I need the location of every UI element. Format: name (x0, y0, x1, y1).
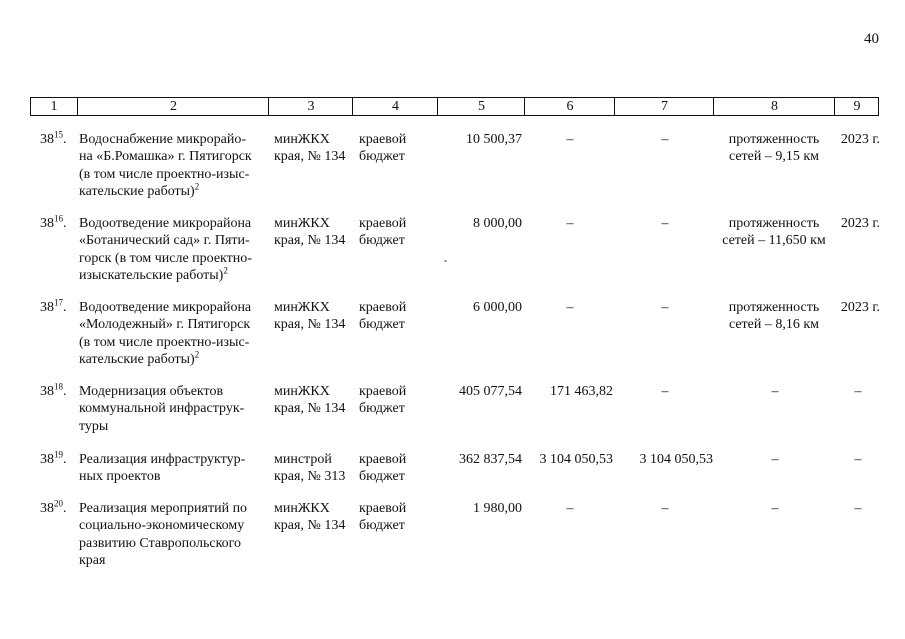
page-number: 40 (864, 31, 879, 47)
row-value-7: – (661, 384, 669, 399)
row-result: протяженность сетей – 9,15 км (728, 132, 820, 165)
row-responsible: минЖКХ края, № 134 (274, 384, 346, 417)
row-funding: краевой бюджет (359, 300, 407, 333)
row-number: $38^{19}$. (40, 449, 67, 467)
row-year: 2023 г. (840, 132, 880, 147)
row-year: 2023 г. (840, 300, 880, 315)
row-year: – (854, 452, 862, 467)
row-result: – (771, 452, 779, 467)
row-value-5: 6 000,00 (473, 300, 522, 315)
row-responsible: минЖКХ края, № 134 (274, 132, 346, 165)
row-value-7: – (661, 132, 669, 147)
column-header-5: 5 (437, 98, 525, 115)
row-name: Реализация инфраструктур- ных проектов (79, 452, 246, 485)
row-year: – (854, 384, 862, 399)
row-value-6: – (566, 300, 574, 315)
row-value-7: – (661, 300, 669, 315)
column-header-8: 8 (713, 98, 835, 115)
row-name: Водоотведение микрорайона «Молодежный» г. Пятигорск (в том числе проектно-изыс- кательские работы)$^2$ (79, 300, 252, 368)
row-value-5: 405 077,54 (459, 384, 522, 399)
row-funding: краевой бюджет (359, 384, 407, 417)
scan-speck (444, 260, 447, 262)
row-name: Водоотведение микрорайона «Ботанический сад» г. Пяти- горск (в том числе проектно- изыскательские работы)$^2$ (79, 216, 252, 284)
row-number: $38^{20}$. (40, 498, 67, 516)
row-value-5: 10 500,37 (466, 132, 522, 147)
row-value-7: – (661, 501, 669, 516)
row-value-6: – (566, 132, 574, 147)
row-value-7: – (661, 216, 669, 231)
row-result: протяженность сетей – 11,650 км (722, 216, 826, 249)
row-year: – (854, 501, 862, 516)
row-value-6: 171 463,82 (550, 384, 613, 399)
row-value-6: 3 104 050,53 (539, 452, 613, 467)
row-number: $38^{16}$. (40, 213, 67, 231)
column-header-row (30, 97, 879, 116)
row-funding: краевой бюджет (359, 132, 407, 165)
row-responsible: минЖКХ края, № 134 (274, 300, 346, 333)
column-header-6: 6 (524, 98, 615, 115)
row-value-7: 3 104 050,53 (639, 452, 713, 467)
row-number: $38^{18}$. (40, 381, 67, 399)
row-responsible: минЖКХ края, № 134 (274, 501, 346, 534)
row-name: Модернизация объектов коммунальной инфраструк- туры (79, 384, 245, 434)
row-result: протяженность сетей – 8,16 км (728, 300, 820, 333)
row-number: $38^{17}$. (40, 297, 67, 315)
column-header-9: 9 (834, 98, 879, 115)
row-name: Водоснабжение микрорайо- на «Б.Ромашка» г. Пятигорск (в том числе проектно-изыс- кательские работы)$^2$ (79, 132, 252, 200)
column-header-3: 3 (268, 98, 353, 115)
row-funding: краевой бюджет (359, 501, 407, 534)
row-result: – (771, 384, 779, 399)
row-value-5: 362 837,54 (459, 452, 522, 467)
row-year: 2023 г. (840, 216, 880, 231)
row-number: $38^{15}$. (40, 129, 67, 147)
column-header-1: 1 (50, 99, 58, 114)
row-value-6: – (566, 501, 574, 516)
row-funding: краевой бюджет (359, 216, 407, 249)
row-result: – (771, 501, 779, 516)
row-responsible: минЖКХ края, № 134 (274, 216, 346, 249)
column-header-7: 7 (614, 98, 714, 115)
column-header-2: 2 (77, 98, 269, 115)
row-funding: краевой бюджет (359, 452, 407, 485)
row-responsible: минстрой края, № 313 (274, 452, 346, 485)
row-value-6: – (566, 216, 574, 231)
row-value-5: 1 980,00 (473, 501, 522, 516)
column-header-4: 4 (352, 98, 438, 115)
row-name: Реализация мероприятий по социально-экономическому развитию Ставропольского края (79, 501, 248, 569)
row-value-5: 8 000,00 (473, 216, 522, 231)
